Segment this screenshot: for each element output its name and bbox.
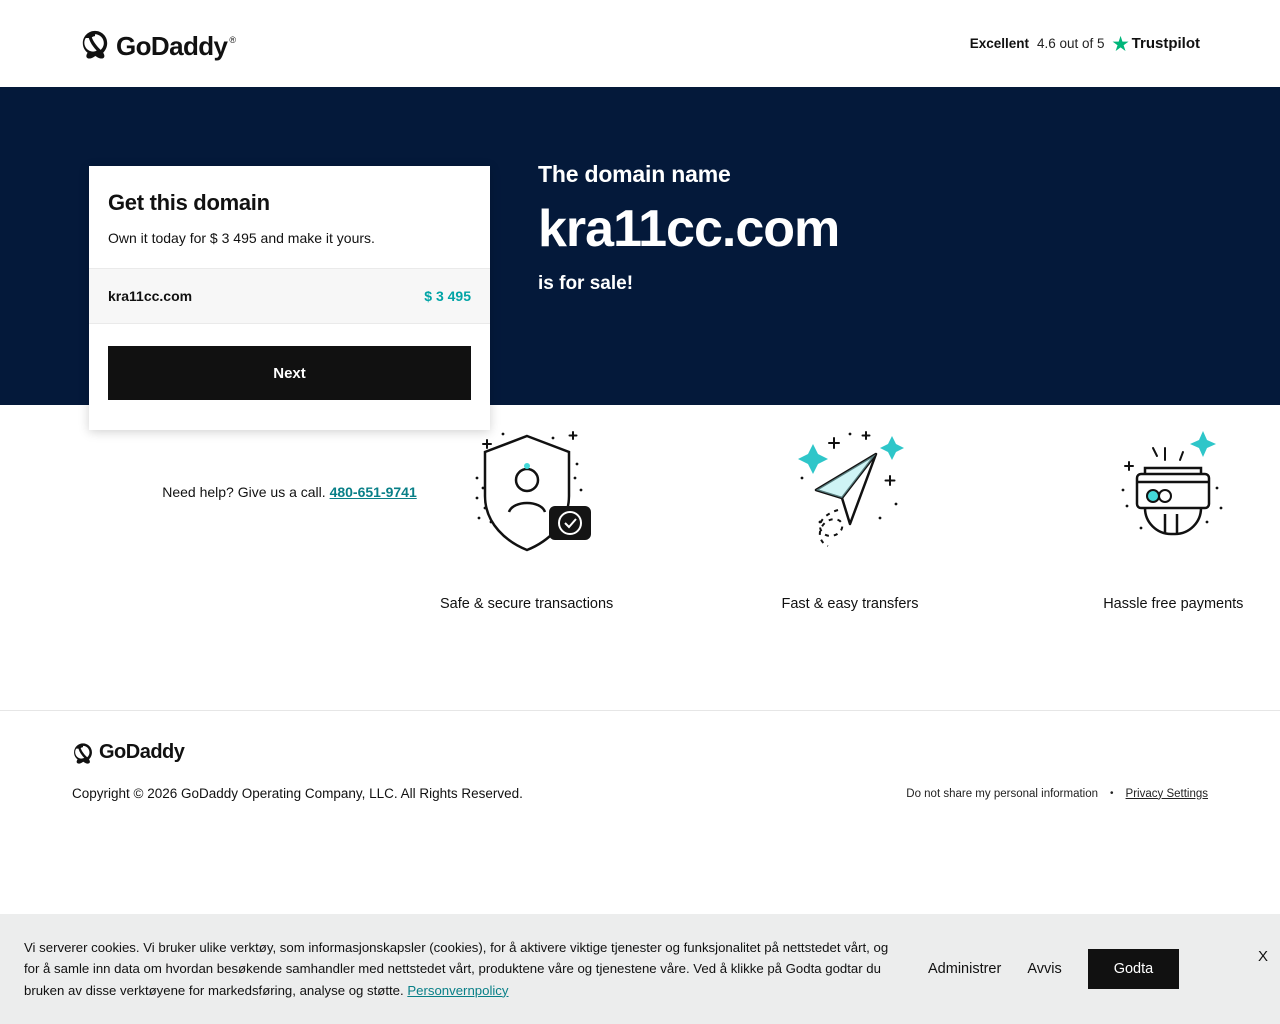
cookie-decline-button[interactable]: Avvis [1027, 961, 1062, 977]
feature-safe-secure [420, 405, 633, 612]
domain-price-label: $ 3 495 [424, 288, 471, 304]
footer-links [906, 788, 1208, 800]
trustpilot-star-icon: ★ [1112, 33, 1129, 54]
cookie-accept-button[interactable]: Godta [1088, 949, 1180, 989]
site-footer [0, 710, 1280, 801]
help-text: Need help? Give us a call. [162, 484, 330, 500]
cookie-actions [928, 949, 1179, 989]
godaddy-logo-tm: ® [229, 34, 237, 45]
do-not-share-text[interactable]: Do not share my personal information [906, 787, 1099, 800]
card-title: Get this domain [108, 190, 270, 215]
hero-kicker: The domain name [538, 161, 731, 187]
card-footer [89, 324, 490, 430]
trust-rating-word: Excellent [969, 36, 1029, 51]
close-icon[interactable]: X [1257, 948, 1268, 965]
credit-card-hand-icon [1067, 405, 1280, 580]
cookie-manage-button[interactable]: Administrer [928, 961, 1002, 977]
cookie-text-body: Vi serverer cookies. Vi bruker ulike verktøy, som informasjonskapsler (cookies), for å aktivere viktige tjenester og funksjonalitet på nettstedet vårt, og for å samle inn data om hvordan besøkende samhandler med nettstedet vårt, produktene våre og tjenestene våre. Ved å klikke på Godta godtar du bruken av disse verktøyene for markedsføring, analyse og støtte. [24, 939, 889, 998]
get-domain-card [89, 166, 490, 430]
cookie-banner-text [24, 937, 904, 1001]
godaddy-logo[interactable] [80, 29, 236, 59]
domain-price-row [89, 268, 490, 324]
cookie-banner [0, 914, 1280, 1024]
hero-domain-name: kra11cc.com [538, 200, 840, 258]
hero-text-block [538, 161, 839, 295]
hero-for-sale-text: is for sale! [538, 272, 634, 294]
footer-bottom-row [72, 786, 1208, 801]
godaddy-mark-icon [80, 29, 110, 59]
privacy-settings-link[interactable]: Privacy Settings [1125, 787, 1208, 800]
footer-logo-text: GoDaddy [99, 741, 185, 763]
feature-hassle-free-payments [1067, 405, 1280, 612]
trustpilot-rating[interactable] [970, 35, 1200, 53]
paper-plane-icon [743, 405, 956, 580]
card-subtitle: Own it today for $ 3 495 and make it yours. [108, 230, 375, 246]
help-phone-link[interactable]: 480-651-9741 [329, 484, 417, 500]
separator-dot: • [1110, 788, 1114, 799]
feature-label: Safe & secure transactions [440, 596, 614, 612]
feature-fast-transfers [743, 405, 956, 612]
godaddy-logo-text: GoDaddy [116, 30, 228, 61]
footer-godaddy-logo[interactable] [72, 741, 1208, 764]
trustpilot-brand [1113, 35, 1200, 53]
feature-label: Hassle free payments [1103, 596, 1244, 612]
trustpilot-brand-text: Trustpilot [1131, 35, 1200, 52]
features-row [0, 405, 1280, 612]
privacy-policy-link[interactable]: Personvernpolicy [407, 982, 509, 998]
godaddy-mark-icon [72, 742, 94, 764]
shield-check-icon [420, 405, 633, 580]
site-header [0, 0, 1280, 87]
trust-score-text: 4.6 out of 5 [1036, 36, 1105, 51]
next-button[interactable]: Next [108, 346, 471, 400]
feature-label: Fast & easy transfers [781, 596, 919, 612]
card-header [89, 166, 490, 268]
copyright-text: Copyright © 2026 GoDaddy Operating Company, LLC. All Rights Reserved. [72, 786, 523, 801]
domain-name-label: kra11cc.com [108, 288, 193, 304]
